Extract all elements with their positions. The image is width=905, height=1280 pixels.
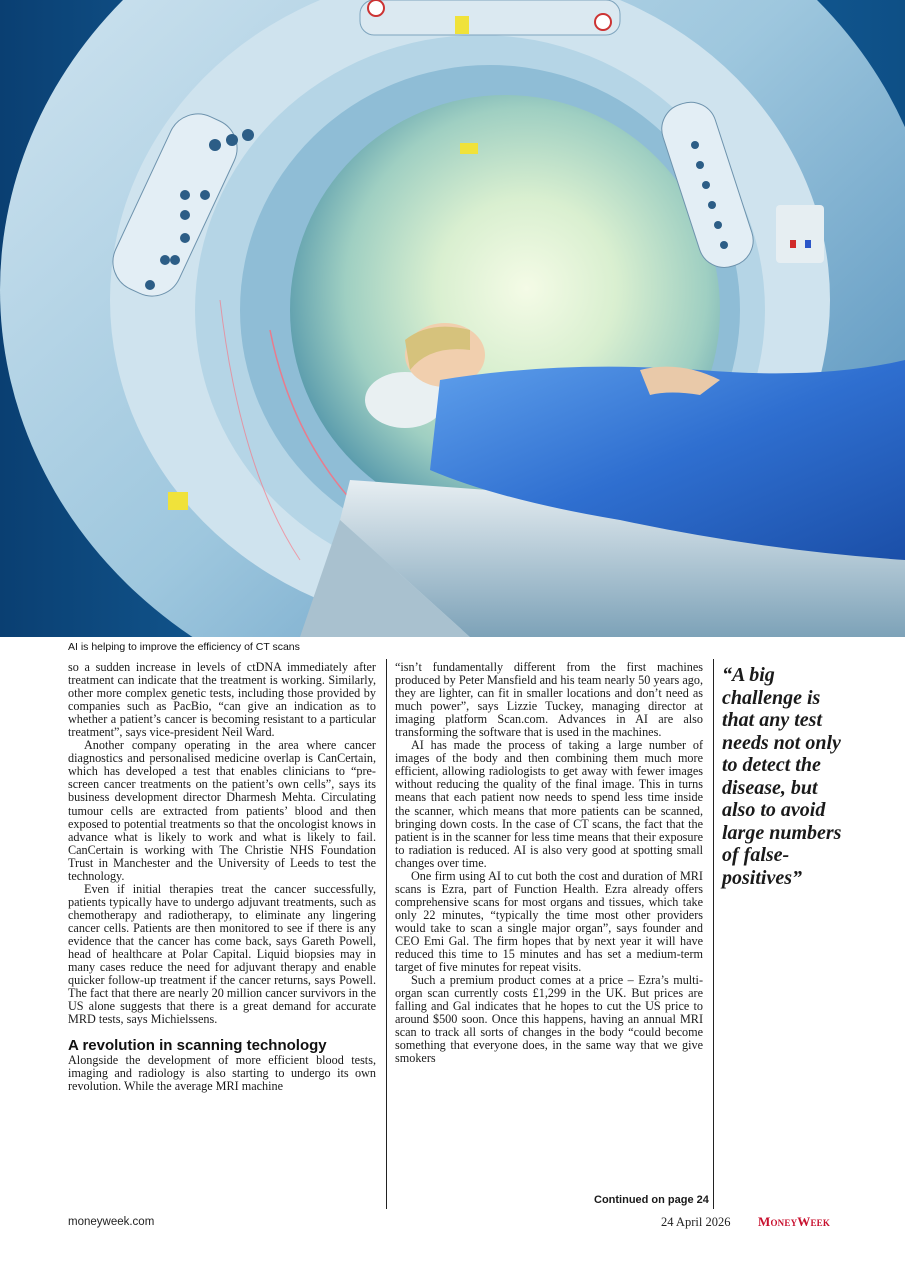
footer-website[interactable]: moneyweek.com bbox=[68, 1216, 155, 1228]
body-paragraph: “isn’t fundamentally different from the first machines produced by Peter Mansfield and his team nearly 50 years ago, they are lighter, can fit in smaller locations and don’t need as much power”, says Lizzie Tuckey, managing director at imaging platform Scan.com. Advances in AI are also transforming the software that is used in the machines. bbox=[395, 660, 703, 740]
body-paragraph: Another company operating in the area where cancer diagnostics and personalised medicine overlap is CanCertain, which has developed a test that enables clinicians to “pre-screen cancer treatments on the patient’s own cells”, says its business development director Dharmesh Mehta. Circulating tumour cells are extracted from patients’ blood and then exposed to potential treatments so that the oncologist knows in advance what is likely to work and what is likely to fail. CanCertain is working with The Christie NHS Foundation Trust in Manchester and the University of Leeds to test the technology. bbox=[68, 738, 376, 883]
body-paragraph: One firm using AI to cut both the cost and duration of MRI scans is Ezra, part of Function Health. Ezra already offers comprehensive scans for most organs and tissues, which take only 22 minutes, “typically the time most other providers would take to scan a single major organ”, says founder and CEO Emi Gal. The firm hopes that by next year it will have reduced this time to 15 minutes and has set a medium-term target of five minutes for repeat visits. bbox=[395, 868, 703, 975]
moneyweek-logo: MoneyWeek bbox=[758, 1214, 831, 1229]
column-divider bbox=[386, 659, 387, 1209]
article-column-1 bbox=[68, 661, 376, 1093]
footer-date: 24 April 2026 bbox=[661, 1215, 731, 1229]
body-paragraph: Alongside the development of more efficient blood tests, imaging and radiology is also starting to undergo its own revolution. While the average MRI machine bbox=[68, 1053, 376, 1094]
photo-caption: AI is helping to improve the efficiency of CT scans bbox=[68, 641, 300, 653]
section-subhead: A revolution in scanning technology bbox=[68, 1037, 327, 1055]
body-paragraph: AI has made the process of taking a large number of images of the body and then combining them much more efficient, allowing radiologists to get away with fewer images without reducing the quality of the final image. This in turns means that each patient now needs to spend less time inside the scanner, which means that more patients can be scanned, bringing down costs. In the case of CT scans, the fact that the patient is in the scanner for less time means that their exposure to radiation is reduced. AI is also very good at spotting small changes over time. bbox=[395, 738, 703, 870]
article-column-2 bbox=[395, 661, 703, 1065]
body-paragraph: Even if initial therapies treat the cancer successfully, patients typically have to undergo adjuvant treatments, such as chemotherapy and radiotherapy, to eliminate any lingering cancer cells. Patients are then monitored to see if there is any evidence that the cancer has come back, says Gareth Powell, head of healthcare at Polar Capital. Liquid biopsies may in many cases reduce the need for adjuvant therapy and enable quicker follow-up treatment if the cancer returns, says Powell. The fact that there are nearly 20 million cancer survivors in the US alone suggests that there is a great demand for accurate MRD tests, says Michielssens. bbox=[68, 881, 376, 1027]
column-divider bbox=[713, 659, 714, 1209]
body-paragraph: so a sudden increase in levels of ctDNA immediately after treatment can indicate that the treatment is working. Similarly, other more complex genetic tests, including those provided by companies such as PacBio, “can give an indication as to whether a patient’s cancer is becoming resistant to a particular treatment”, says vice-president Neil Ward. bbox=[68, 660, 376, 740]
continued-link[interactable]: Continued on page 24 bbox=[594, 1194, 709, 1206]
ct-scanner-illustration bbox=[0, 0, 905, 637]
hero-photo bbox=[0, 0, 905, 637]
body-paragraph: Such a premium product comes at a price – Ezra’s multi-organ scan currently costs £1,299 in the UK. But prices are falling and Gal indicates that he hopes to cut the US price to around $500 soon. Once this happens, having an annual MRI scan to track all sorts of changes in the body “could become something that everyone does, in the same way that we give smokers bbox=[395, 973, 703, 1066]
pull-quote: “A big challenge is that any test needs not only to detect the disease, but also to avoid large numbers of false-positives” bbox=[722, 664, 842, 889]
